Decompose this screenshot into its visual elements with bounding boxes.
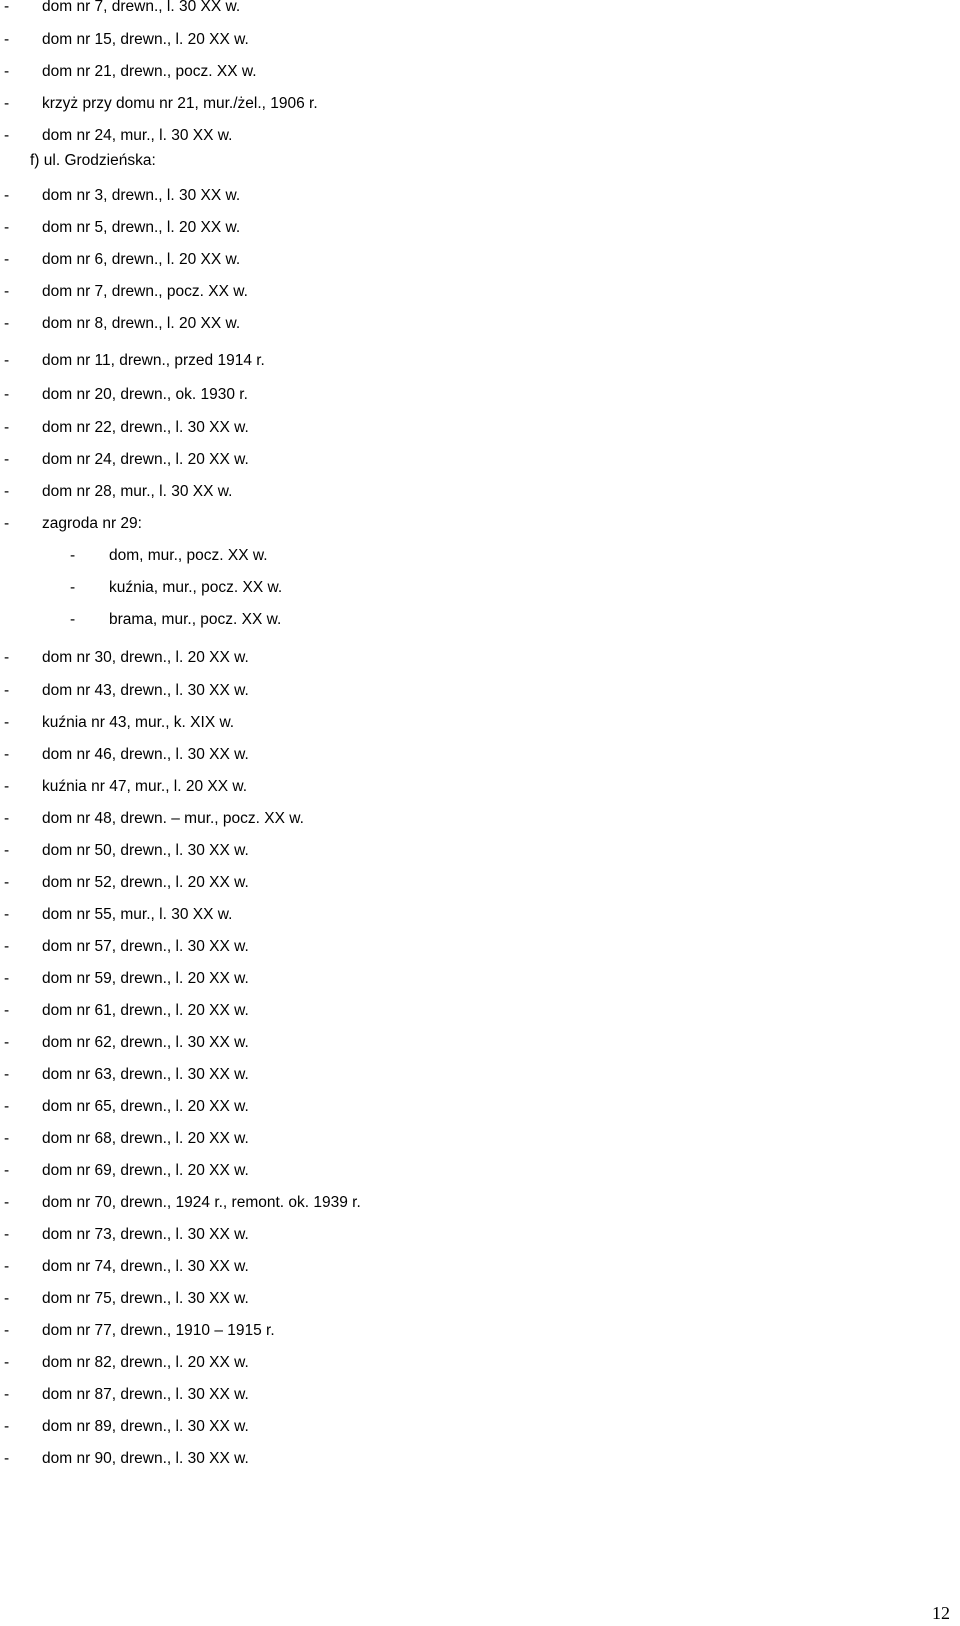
list-item-text: dom nr 22, drewn., l. 30 XX w.: [42, 419, 249, 436]
section-heading: f) ul. Grodzieńska:: [30, 152, 156, 169]
list-item-text: dom nr 15, drewn., l. 20 XX w.: [42, 31, 249, 48]
bullet-dash: -: [4, 906, 10, 923]
bullet-dash: -: [4, 938, 10, 955]
list-item: [0, 1193, 940, 1213]
list-item-text: dom nr 6, drewn., l. 20 XX w.: [42, 251, 241, 268]
list-item-text: dom nr 69, drewn., l. 20 XX w.: [42, 1162, 249, 1179]
list-item: [0, 314, 940, 334]
list-item: [0, 681, 940, 701]
list-item: [0, 450, 940, 470]
list-item: [0, 514, 940, 534]
list-item-text: dom nr 65, drewn., l. 20 XX w.: [42, 1098, 249, 1115]
list-item: [0, 745, 940, 765]
list-item: [0, 809, 940, 829]
bullet-dash: -: [4, 874, 10, 891]
list-item-text: kuźnia, mur., pocz. XX w.: [109, 579, 283, 596]
list-item-text: dom nr 24, drewn., l. 20 XX w.: [42, 451, 249, 468]
list-item-text: dom nr 7, drewn., l. 30 XX w.: [42, 0, 241, 15]
list-item-text: dom nr 52, drewn., l. 20 XX w.: [42, 874, 249, 891]
list-item: [0, 905, 940, 925]
list-item-text: dom nr 3, drewn., l. 30 XX w.: [42, 187, 241, 204]
list-item: [0, 385, 940, 405]
bullet-dash: -: [4, 1194, 10, 1211]
list-item-text: dom nr 50, drewn., l. 30 XX w.: [42, 842, 249, 859]
list-item-text: brama, mur., pocz. XX w.: [109, 611, 282, 628]
sub-list-item: [0, 610, 940, 630]
list-item: [0, 648, 940, 668]
list-item-text: dom nr 73, drewn., l. 30 XX w.: [42, 1226, 249, 1243]
list-item-text: dom nr 5, drewn., l. 20 XX w.: [42, 219, 241, 236]
list-item: [0, 873, 940, 893]
bullet-dash: -: [4, 1130, 10, 1147]
bullet-dash: -: [4, 714, 10, 731]
list-item-text: dom nr 63, drewn., l. 30 XX w.: [42, 1066, 249, 1083]
list-item-text: dom nr 55, mur., l. 30 XX w.: [42, 906, 233, 923]
list-item: [0, 969, 940, 989]
bullet-dash: -: [4, 219, 10, 236]
list-item-text: dom nr 46, drewn., l. 30 XX w.: [42, 746, 249, 763]
bullet-dash: -: [4, 1290, 10, 1307]
bullet-dash: -: [4, 1098, 10, 1115]
list-item: [0, 30, 940, 50]
list-item-text: dom nr 75, drewn., l. 30 XX w.: [42, 1290, 249, 1307]
list-item: [0, 1225, 940, 1245]
bullet-dash: -: [4, 451, 10, 468]
list-item-text: dom nr 70, drewn., 1924 r., remont. ok. 1939 r.: [42, 1194, 361, 1211]
list-item-text: dom nr 11, drewn., przed 1914 r.: [42, 352, 265, 369]
list-item: [0, 351, 940, 371]
list-item: [0, 482, 940, 502]
bullet-dash: -: [4, 483, 10, 500]
list-item: [0, 713, 940, 733]
bullet-dash: -: [4, 187, 10, 204]
list-item-text: dom, mur., pocz. XX w.: [109, 547, 268, 564]
bullet-dash: -: [4, 1162, 10, 1179]
list-item: [0, 250, 940, 270]
list-item-text: kuźnia nr 43, mur., k. XIX w.: [42, 714, 235, 731]
list-item: [0, 1353, 940, 1373]
list-item-text: dom nr 48, drewn. – mur., pocz. XX w.: [42, 810, 304, 827]
bullet-dash: -: [4, 746, 10, 763]
list-item: [0, 1321, 940, 1341]
bullet-dash: -: [4, 1418, 10, 1435]
bullet-dash: -: [4, 352, 10, 369]
bullet-dash: -: [4, 842, 10, 859]
list-item-text: dom nr 28, mur., l. 30 XX w.: [42, 483, 233, 500]
list-item-text: dom nr 77, drewn., 1910 – 1915 r.: [42, 1322, 275, 1339]
list-item-text: dom nr 68, drewn., l. 20 XX w.: [42, 1130, 249, 1147]
list-item: [0, 418, 940, 438]
bullet-dash: -: [4, 1354, 10, 1371]
list-item: [0, 1033, 940, 1053]
bullet-dash: -: [4, 251, 10, 268]
list-item-text: dom nr 43, drewn., l. 30 XX w.: [42, 682, 249, 699]
sub-list-item: [0, 578, 940, 598]
list-item-text: dom nr 82, drewn., l. 20 XX w.: [42, 1354, 249, 1371]
bullet-dash: -: [4, 127, 10, 144]
list-item: [0, 1385, 940, 1405]
bullet-dash: -: [4, 1450, 10, 1467]
bullet-dash: -: [4, 419, 10, 436]
bullet-dash: -: [4, 1066, 10, 1083]
bullet-dash: -: [4, 1258, 10, 1275]
list-item: [0, 1097, 940, 1117]
bullet-dash: -: [4, 1226, 10, 1243]
bullet-dash: -: [70, 547, 76, 564]
bullet-dash: -: [4, 1002, 10, 1019]
list-item-text: dom nr 62, drewn., l. 30 XX w.: [42, 1034, 249, 1051]
bullet-dash: -: [4, 810, 10, 827]
bullet-dash: -: [4, 1034, 10, 1051]
list-item: [0, 777, 940, 797]
bullet-dash: -: [4, 970, 10, 987]
list-item: [0, 1449, 940, 1469]
list-item-text: dom nr 7, drewn., pocz. XX w.: [42, 283, 248, 300]
list-item-text: dom nr 21, drewn., pocz. XX w.: [42, 63, 257, 80]
list-item-text: dom nr 30, drewn., l. 20 XX w.: [42, 649, 249, 666]
list-item: [0, 937, 940, 957]
bullet-dash: -: [70, 611, 76, 628]
list-item-text: kuźnia nr 47, mur., l. 20 XX w.: [42, 778, 248, 795]
list-item: [0, 1001, 940, 1021]
bullet-dash: -: [4, 649, 10, 666]
list-item-text: dom nr 59, drewn., l. 20 XX w.: [42, 970, 249, 987]
list-item: [0, 62, 940, 82]
list-item: [0, 94, 940, 114]
list-item: [0, 0, 940, 17]
bullet-dash: -: [4, 1322, 10, 1339]
list-item-text: dom nr 90, drewn., l. 30 XX w.: [42, 1450, 249, 1467]
bullet-dash: -: [4, 0, 10, 15]
bullet-dash: -: [4, 1386, 10, 1403]
page-number: 12: [932, 1603, 950, 1623]
list-item-text: dom nr 87, drewn., l. 30 XX w.: [42, 1386, 249, 1403]
list-item: [0, 1289, 940, 1309]
list-item-text: dom nr 8, drewn., l. 20 XX w.: [42, 315, 241, 332]
list-item: [0, 186, 940, 206]
bullet-dash: -: [4, 386, 10, 403]
list-item-text: zagroda nr 29:: [42, 515, 142, 532]
list-item-text: dom nr 24, mur., l. 30 XX w.: [42, 127, 233, 144]
list-item: [0, 218, 940, 238]
bullet-dash: -: [4, 95, 10, 112]
bullet-dash: -: [4, 283, 10, 300]
list-item: [0, 126, 940, 146]
list-item: [0, 841, 940, 861]
list-item: [0, 1065, 940, 1085]
bullet-dash: -: [4, 315, 10, 332]
list-item-text: dom nr 74, drewn., l. 30 XX w.: [42, 1258, 249, 1275]
list-item-text: dom nr 89, drewn., l. 30 XX w.: [42, 1418, 249, 1435]
list-item: [0, 1129, 940, 1149]
bullet-dash: -: [70, 579, 76, 596]
bullet-dash: -: [4, 778, 10, 795]
bullet-dash: -: [4, 682, 10, 699]
list-item-text: krzyż przy domu nr 21, mur./żel., 1906 r.: [42, 95, 318, 112]
list-item: [0, 1257, 940, 1277]
list-item: [0, 1417, 940, 1437]
bullet-dash: -: [4, 63, 10, 80]
list-item-text: dom nr 61, drewn., l. 20 XX w.: [42, 1002, 249, 1019]
bullet-dash: -: [4, 515, 10, 532]
sub-list-item: [0, 546, 940, 566]
list-item-text: dom nr 20, drewn., ok. 1930 r.: [42, 386, 248, 403]
list-item: [0, 1161, 940, 1181]
bullet-dash: -: [4, 31, 10, 48]
list-item: [0, 282, 940, 302]
list-item-text: dom nr 57, drewn., l. 30 XX w.: [42, 938, 249, 955]
